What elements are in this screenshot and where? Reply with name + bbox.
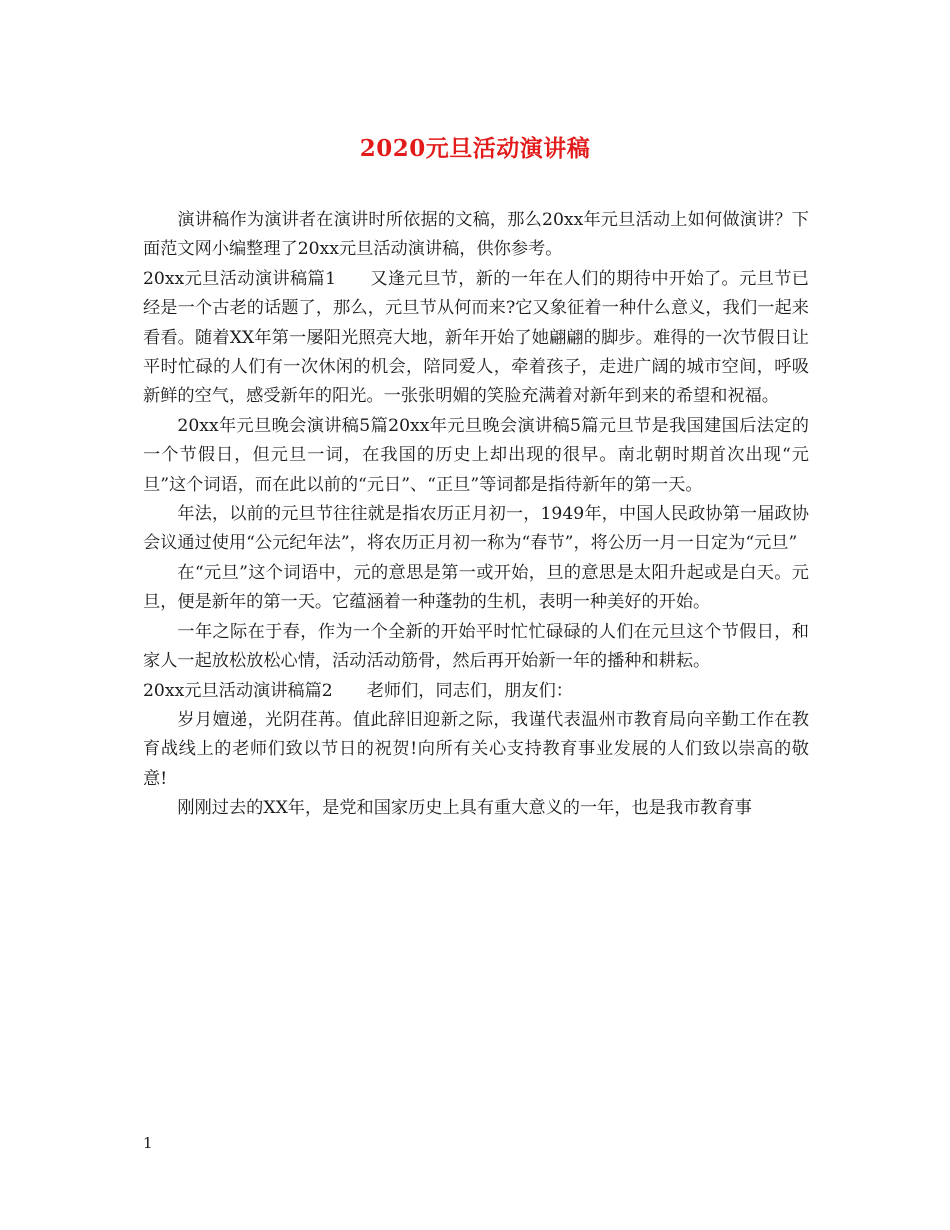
paragraph-9: 刚刚过去的XX年，是党和国家历史上具有重大意义的一年，也是我市教育事: [177, 798, 752, 819]
section-text-2: 老师们，同志们，朋友们：: [366, 680, 573, 701]
paragraph-6: 一年之际在于春，作为一个全新的开始平时忙忙碌碌的人们在元旦这个节假日，和家人一起放松放松心情，活动活动筋骨，然后再开始新一年的播种和耕耘。: [143, 621, 809, 672]
paragraph-intro: 演讲稿作为演讲者在演讲时所依据的文稿，那么20xx年元旦活动上如何做演讲？下面范文网小编整理了20xx元旦活动演讲稿，供你参考。: [143, 210, 809, 260]
section-heading-2: 20xx元旦活动演讲稿篇2: [143, 680, 333, 701]
paragraph-3: 20xx年元旦晚会演讲稿5篇20xx年元旦晚会演讲稿5篇元旦节是我国建国后法定的一个节假日，但元旦一词，在我国的历史上却出现的很早。南北朝时期首次出现“元旦”这个词语，而在此以前的“元日”、“正旦”等词都是指待新年的第一天。: [143, 415, 809, 495]
section-heading-1: 20xx元旦活动演讲稿篇1: [143, 268, 337, 289]
section-text-1: 又逢元旦节，新的一年在人们的期待中开始了。元旦节已经是一个古老的话题了，那么，元旦节从何而来?它又象征着一种什么意义，我们一起来看看。随着XX年第一屡阳光照亮大地，新年开始了她翩翩的脚步。难得的一次节假日让平时忙碌的人们有一次休闲的机会，陪同爱人，牵着孩子，走进广阔的城市空间，呼吸新鲜的空气，感受新年的阳光。一张张明媚的笑脸充满着对新年到来的希望和祝福。: [143, 268, 809, 407]
paragraph-5: 在“元旦”这个词语中，元的意思是第一或开始，旦的意思是太阳升起或是白天。元旦，便是新年的第一天。它蕴涵着一种蓬勃的生机，表明一种美好的开始。: [143, 562, 809, 613]
paragraph-piece-1: [143, 265, 809, 412]
paragraph-piece-2: [143, 677, 809, 706]
page-number: 1: [143, 1134, 153, 1152]
paragraph-8: 岁月嬗递，光阴荏苒。值此辞旧迎新之际，我谨代表温州市教育局向辛勤工作在教育战线上的老师们致以节日的祝贺!向所有关心支持教育事业发展的人们致以崇高的敬意!: [143, 709, 809, 789]
document-title: 2020元旦活动演讲稿: [359, 135, 591, 162]
paragraph-4: 年法，以前的元旦节往往就是指农历正月初一，1949年，中国人民政协第一届政协会议通过使用“公元纪年法”，将农历正月初一称为“春节”，将公历一月一日定为“元旦”: [143, 504, 809, 554]
document-body: [143, 206, 809, 824]
